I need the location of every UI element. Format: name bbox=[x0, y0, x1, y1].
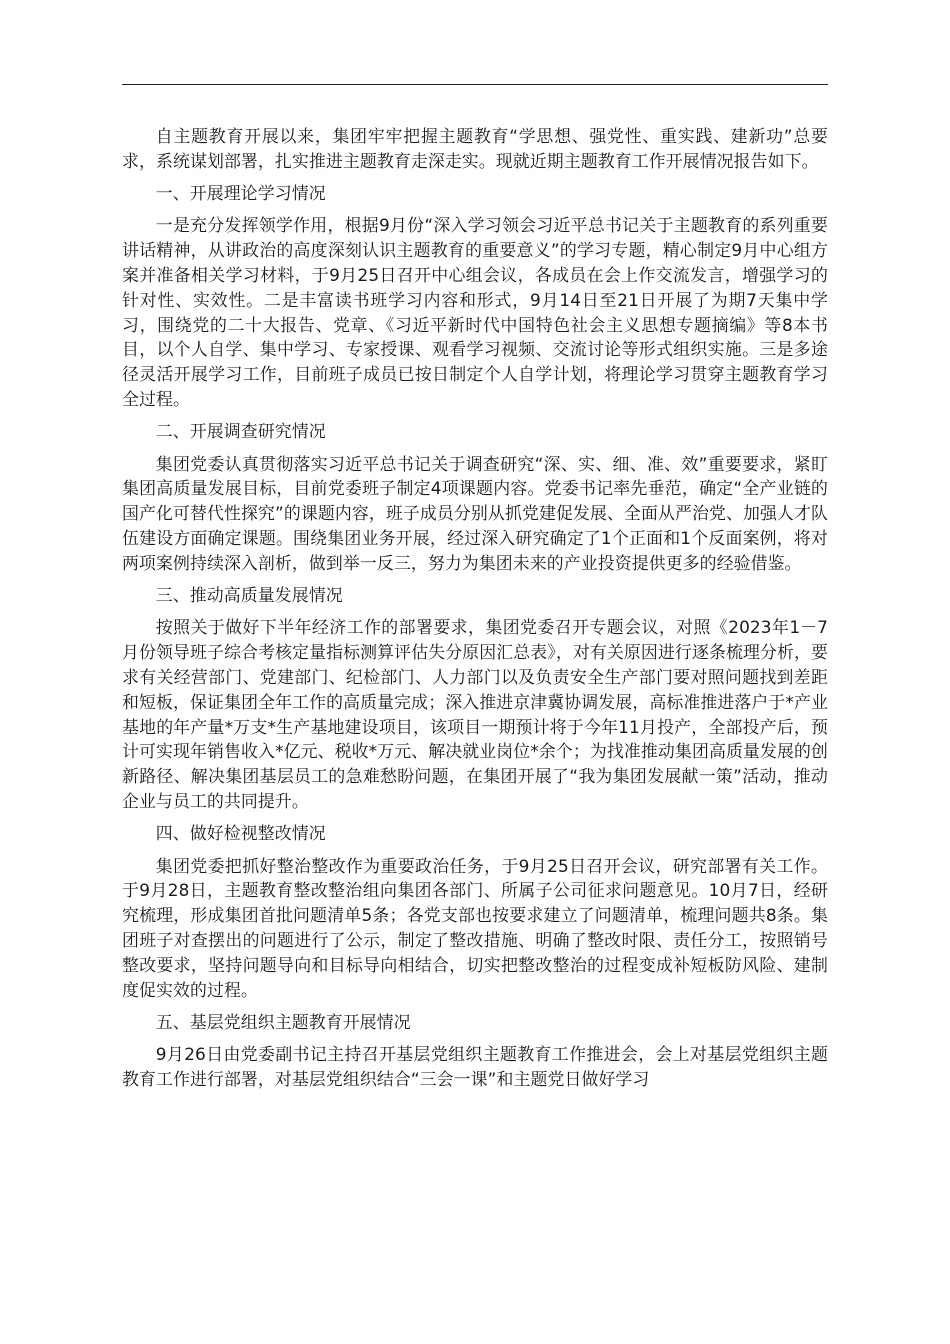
section-paragraph-high-quality-development: 按照关于做好下半年经济工作的部署要求，集团党委召开专题会议，对照《2023年1－7月份领导班子综合考核定量指标测算评估失分原因汇总表》，对有关原因进行逐条梳理分析，要求有关经营部门、党建部门、纪检部门、人力部门以及负责安全生产部门要对照问题找到差距和短板，保证集团全年工作的高质量完成；深入推进京津冀协调发展，高标准推进落户于*产业基地的年产量*万支*生产基地建设项目，该项目一期预计将于今年11月投产，全部投产后，预计可实现年销售收入*亿元、税收*万元、解决就业岗位*余个；为找准推动集团高质量发展的创新路径、解决集团基层员工的急难愁盼问题，在集团开展了“我为集团发展献一策”活动，推动企业与员工的共同提升。 bbox=[122, 617, 828, 811]
section-heading-research: 二、开展调查研究情况 bbox=[155, 421, 326, 442]
section-heading-high-quality-development: 三、推动高质量发展情况 bbox=[155, 585, 343, 606]
section-paragraph-theory-study: 一是充分发挥领学作用，根据9月份“深入学习领会习近平总书记关于主题教育的系列重要讲话精神，从讲政治的高度深刻认识主题教育的重要意义”的学习专题，精心制定9月中心组方案并准备相关学习材料，于9月25日召开中心组会议，各成员在会上作交流发言，增强学习的针对性、实效性。二是丰富读书班学习内容和形式，9月14日至21日开展了为期7天集中学习，围绕党的二十大报告、党章、《习近平新时代中国特色社会主义思想专题摘编》等8本书目，以个人自学、集中学习、专家授课、观看学习视频、交流讨论等形式组织实施。三是多途径灵活开展学习工作，目前班子成员已按日制定个人自学计划，将理论学习贯穿主题教育学习全过程。 bbox=[122, 215, 828, 409]
section-heading-grassroots: 五、基层党组织主题教育开展情况 bbox=[155, 1011, 411, 1032]
section-paragraph-grassroots: 9月26日由党委副书记主持召开基层党组织主题教育工作推进会，会上对基层党组织主题教育工作进行部署，对基层党组织结合“三会一课”和主题党日做好学习 bbox=[122, 1044, 828, 1089]
document-body bbox=[122, 124, 828, 1099]
section-heading-theory-study: 一、开展理论学习情况 bbox=[155, 183, 326, 204]
intro-paragraph: 自主题教育开展以来，集团牢牢把握主题教育“学思想、强党性、重实践、建新功”总要求，系统谋划部署，扎实推进主题教育走深走实。现就近期主题教育工作开展情况报告如下。 bbox=[122, 126, 828, 171]
section-heading-rectification: 四、做好检视整改情况 bbox=[155, 823, 326, 844]
section-paragraph-rectification: 集团党委把抓好整治整改作为重要政治任务，于9月25日召开会议，研究部署有关工作。于9月28日，主题教育整改整治组向集团各部门、所属子公司征求问题意见。10月7日，经研究梳理，形成集团首批问题清单5条；各党支部也按要求建立了问题清单，梳理问题共8条。集团班子对查摆出的问题进行了公示，制定了整改措施、明确了整改时限、责任分工，按照销号整改要求，坚持问题导向和目标导向相结合，切实把整改整治的过程变成补短板防风险、建制度促实效的过程。 bbox=[122, 855, 828, 1000]
section-paragraph-research: 集团党委认真贯彻落实习近平总书记关于调查研究“深、实、细、准、效”重要要求，紧盯集团高质量发展目标，目前党委班子制定4项课题内容。党委书记率先垂范，确定“全产业链的国产化可替代性探究”的课题内容，班子成员分别从抓党建促发展、全面从严治党、加强人才队伍建设方面确定课题。围绕集团业务开展，经过深入研究确定了1个正面和1个反面案例，将对两项案例持续深入剖析，做到举一反三，努力为集团未来的产业投资提供更多的经验借鉴。 bbox=[122, 453, 828, 573]
header-rule bbox=[122, 84, 828, 85]
